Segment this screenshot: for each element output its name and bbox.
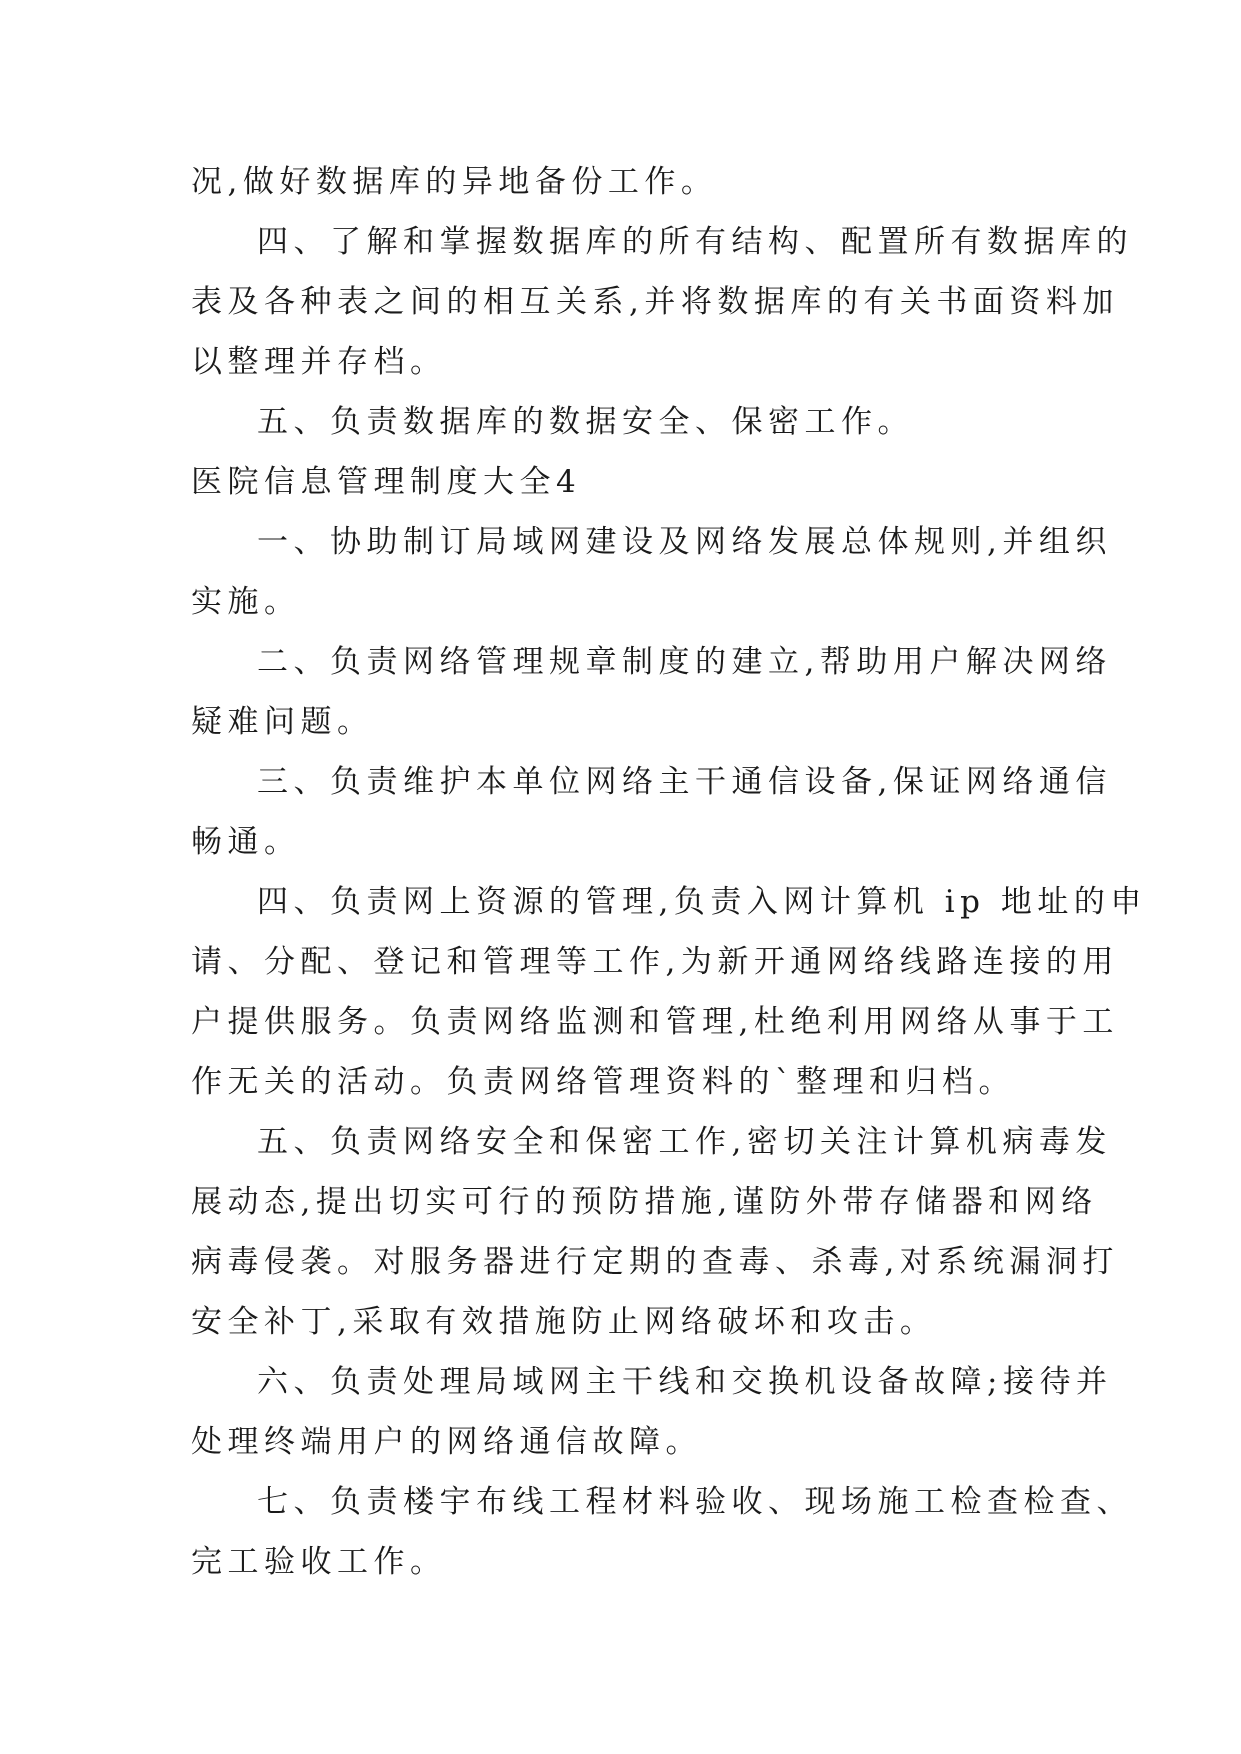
text-line: 处理终端用户的网络通信故障。	[191, 1424, 702, 1460]
text-line: 实施。	[191, 584, 301, 620]
text-line: 畅通。	[191, 824, 301, 860]
text-line: 四、了解和掌握数据库的所有结构、配置所有数据库的	[257, 224, 1133, 260]
text-line: 五、负责网络安全和保密工作,密切关注计算机病毒发	[257, 1124, 1112, 1160]
text-line: 四、负责网上资源的管理,负责入网计算机 ip 地址的申	[257, 884, 1147, 920]
text-line: 作无关的活动。负责网络管理资料的`整理和归档。	[191, 1064, 1015, 1100]
text-line: 七、负责楼宇布线工程材料验收、现场施工检查检查、	[257, 1484, 1133, 1520]
text-line: 二、负责网络管理规章制度的建立,帮助用户解决网络	[257, 644, 1112, 680]
text-line: 疑难问题。	[191, 704, 374, 740]
text-line: 五、负责数据库的数据安全、保密工作。	[257, 404, 914, 440]
text-line: 户提供服务。负责网络监测和管理,杜绝利用网络从事于工	[191, 1004, 1119, 1040]
text-line: 病毒侵袭。对服务器进行定期的查毒、杀毒,对系统漏洞打	[191, 1244, 1119, 1280]
text-line: 一、协助制订局域网建设及网络发展总体规则,并组织	[257, 524, 1112, 560]
text-line: 请、分配、登记和管理等工作,为新开通网络线路连接的用	[191, 944, 1119, 980]
text-line: 展动态,提出切实可行的预防措施,谨防外带存储器和网络	[191, 1184, 1098, 1220]
text-line: 安全补丁,采取有效措施防止网络破坏和攻击。	[191, 1304, 937, 1340]
text-line: 况,做好数据库的异地备份工作。	[191, 164, 718, 200]
document-body	[191, 152, 1147, 1592]
text-line: 六、负责处理局域网主干线和交换机设备故障;接待并	[257, 1364, 1113, 1400]
text-line: 三、负责维护本单位网络主干通信设备,保证网络通信	[257, 764, 1112, 800]
text-line: 完工验收工作。	[191, 1544, 447, 1580]
text-line: 以整理并存档。	[191, 344, 447, 380]
section-heading: 医院信息管理制度大全4	[191, 464, 582, 500]
text-line: 表及各种表之间的相互关系,并将数据库的有关书面资料加	[191, 284, 1119, 320]
